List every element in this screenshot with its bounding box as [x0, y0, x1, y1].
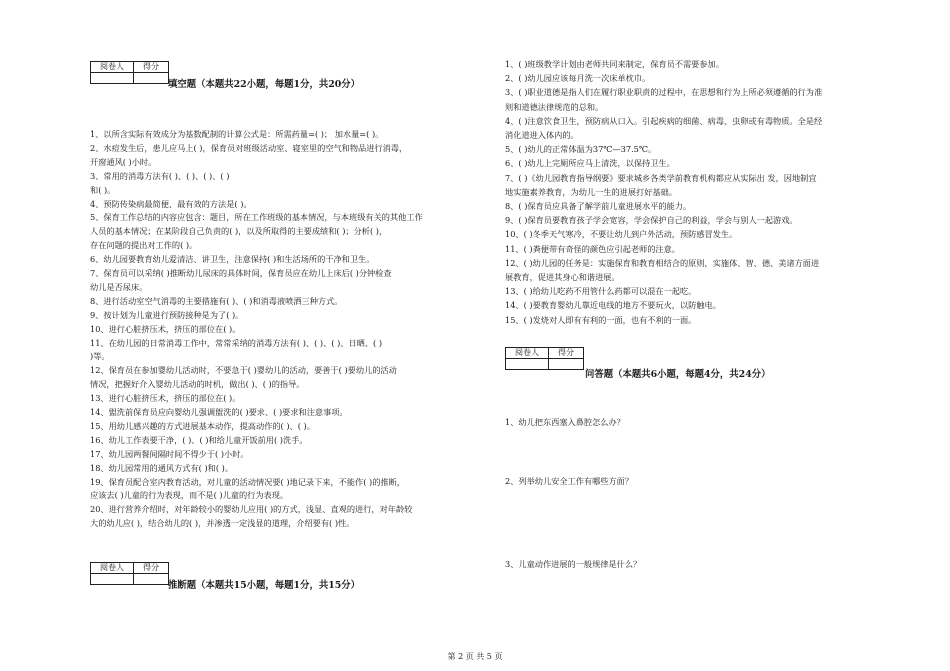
reviewer-cell: [506, 359, 549, 370]
fill-question-line: 和( )。: [90, 184, 116, 195]
fill-question-line: 20、进行营养介绍时，对年龄较小的婴幼儿应用( )的方式，浅显、直观的进行，对年龄较: [90, 504, 413, 515]
fill-score-box: [90, 61, 169, 84]
judge-question-line: 14、( )要教育婴幼儿靠近电线的地方不要玩火，以防触电。: [505, 300, 721, 311]
fill-question-line: 15、用幼儿感兴趣的方式进展基本动作，提高动作的( )、( )。: [90, 420, 315, 431]
fill-question-line: 6、幼儿园要教育幼儿爱清洁、讲卫生，注意保持( )和生活场所的干净和卫生。: [90, 254, 375, 265]
score-cell: [134, 574, 169, 585]
fill-question-line: )等。: [90, 351, 110, 362]
fill-question-line: 10、进行心脏挤压术，挤压的部位在( )。: [90, 323, 241, 334]
qa-question-1: 1、幼儿把东西塞入鼻腔怎么办？: [505, 417, 625, 427]
judge-question-line: 地实施素养教育，为幼儿一生的进展打好基础。: [505, 186, 677, 197]
fill-question-line: 人员的基本情况；在某阶段自己负责的( )，以及所取得的主要成绩和( )；分析( )，: [90, 226, 388, 237]
judge-question-line: 8、( )保育员应具备了解学前儿童进展水平的能力。: [505, 201, 692, 211]
judge-question-line: 1、( )班级教学计划由老师共同来制定，保育员不需要参加。: [505, 59, 724, 69]
fill-question-line: 11、在幼儿园的日常消毒工作中，常常采纳的消毒方法有( )、( )、( )、日晒、( ): [90, 337, 383, 348]
fill-question-line: 16、幼儿工作表要干净，( )、( )和给儿童开饭前用( )洗手。: [90, 434, 308, 445]
fill-question-line: 14、盥洗前保育员应向婴幼儿强调盥洗的( )要求、( )要求和注意事项。: [90, 407, 348, 417]
fill-question-line: 开窗通风( )小时。: [90, 156, 157, 167]
judge-section-title: 推断题（本题共15小题，每题1分，共15分）: [168, 580, 360, 591]
reviewer-label: 阅卷人: [91, 62, 134, 73]
judge-question-line: 展教育，促进其身心和谐进展。: [505, 272, 620, 282]
judge-question-line: 11、( )粪便带有奇怪的颜色应引起老师的注意。: [505, 243, 680, 254]
judge-question-line: 7、( )《幼儿园教育指导纲要》要求城乡各类学前教育机构都应从实际出 发，因地制宜: [505, 172, 817, 183]
fill-question-line: 大的幼儿应( )，结合幼儿的( )，并渗透一定浅显的道理，介绍要有( )性。: [90, 518, 355, 529]
judge-question-line: 10、( )冬季天气寒冷，不要让幼儿到户外活动，预防感冒发生。: [505, 229, 738, 240]
fill-question-line: 17、幼儿园两餐间隔时间不得少于( )小时。: [90, 448, 249, 459]
reviewer-cell: [91, 73, 134, 84]
fill-question-line: 19、保育员配合室内教育活动，对儿童的活动情况要( )地记录下来，不能作( )的推断，: [90, 476, 405, 487]
score-cell: [134, 73, 169, 84]
judge-question-line: 13、( )给幼儿吃药不用管什么药都可以混在一起吃。: [505, 286, 697, 297]
fill-question-line: 应该去( )儿童的行为表现，而不是( )儿童的行为表现。: [90, 490, 289, 501]
score-label: 得分: [134, 62, 169, 73]
page-footer: 第 2 页 共 5 页: [447, 652, 503, 661]
fill-question-line: 18、幼儿园常用的通风方式有( )和( )。: [90, 462, 234, 473]
fill-question-line: 13、进行心脏挤压术，挤压的部位在( )。: [90, 393, 241, 404]
judge-question-line: 6、( )幼儿上完厕所应马上清洗，以保持卫生。: [505, 158, 675, 169]
fill-question-line: 1、以所含实际有效成分为基数配制的计算公式是：所需药量=( )； 加水量=( )。: [90, 129, 384, 139]
qa-question-3: 3、儿童动作进展的一般规律是什么？: [505, 559, 642, 569]
score-cell: [549, 359, 584, 370]
fill-question-line: 5、保育工作总结的内容应包含：题目，所在工作班级的基本情况，与本班级有关的其他工作: [90, 212, 423, 223]
qa-section-title: 问答题（本题共6小题，每题4分，共24分）: [585, 369, 771, 380]
fill-question-line: 存在问题的提出对工作的( )。: [90, 240, 198, 251]
judge-question-line: 12、( )幼儿园的任务是：实施保育和教育相结合的原则，实施体、智、德、美诸方面进: [505, 257, 820, 268]
fill-question-line: 12、保育员在参加婴幼儿活动时，不要急于( )婴幼儿的活动，要善于( )要幼儿的活动: [90, 365, 397, 376]
fill-section-title: 填空题（本题共22小题，每题1分，共20分）: [168, 79, 360, 90]
score-label: 得分: [549, 348, 584, 359]
judge-question-line: 则和道德法律规范的总和。: [505, 101, 604, 112]
fill-question-line: 7、保育员可以采纳( )推断幼儿尿床的具体时间，保育员应在幼儿上床后( )分钟检查: [90, 268, 392, 278]
fill-question-line: 3、常用的消毒方法有( )、( )、( )、( ): [90, 170, 230, 181]
judge-question-line: 2、( )幼儿园应该每月洗一次床单枕巾。: [505, 73, 651, 84]
fill-question-line: 2、水痘发生后，患儿应马上( )，保育员对班级活动室、寝室里的空气和物品进行消毒，: [90, 142, 408, 153]
fill-question-line: 幼儿是否尿床。: [90, 281, 148, 292]
judge-question-line: 9、( )保育员要教育孩子学会宽容，学会保护自己的利益，学会与别人一起游戏。: [505, 215, 798, 226]
judge-score-box: [90, 562, 169, 585]
qa-score-box: [505, 347, 584, 370]
reviewer-label: 阅卷人: [506, 348, 549, 359]
fill-question-line: 4、预防传染病最简便、最有效的方法是( )。: [90, 198, 252, 209]
reviewer-label: 阅卷人: [91, 563, 134, 574]
judge-question-line: 15、( )发烧对人即有有利的一面，也有不利的一面。: [505, 314, 697, 325]
fill-question-line: 9、按计划为儿童进行预防接种是为了( )。: [90, 309, 244, 320]
judge-question-line: 4、( )注意饮食卫生，预防病从口入。引起疾病的细菌、病毒、虫卵或有毒物质。全是经: [505, 115, 823, 126]
reviewer-cell: [91, 574, 134, 585]
score-label: 得分: [134, 563, 169, 574]
judge-question-line: 消化道进入体内的。: [505, 130, 579, 140]
qa-question-2: 2、列举幼儿安全工作有哪些方面？: [505, 476, 634, 486]
fill-question-line: 8、进行活动室空气消毒的主要措施有( )、( )和消毒液喷洒三种方式。: [90, 295, 343, 306]
judge-question-line: 5、( )幼儿的正常体温为37℃—37.5℃。: [505, 144, 657, 155]
fill-question-line: 情况，把握好介入婴幼儿活动的时机，做出( )、( )的指导。: [90, 379, 305, 390]
judge-question-line: 3、( )职业道德是指人们在履行职业职责的过程中，在思想和行为上所必须遵循的行为准: [505, 87, 823, 98]
